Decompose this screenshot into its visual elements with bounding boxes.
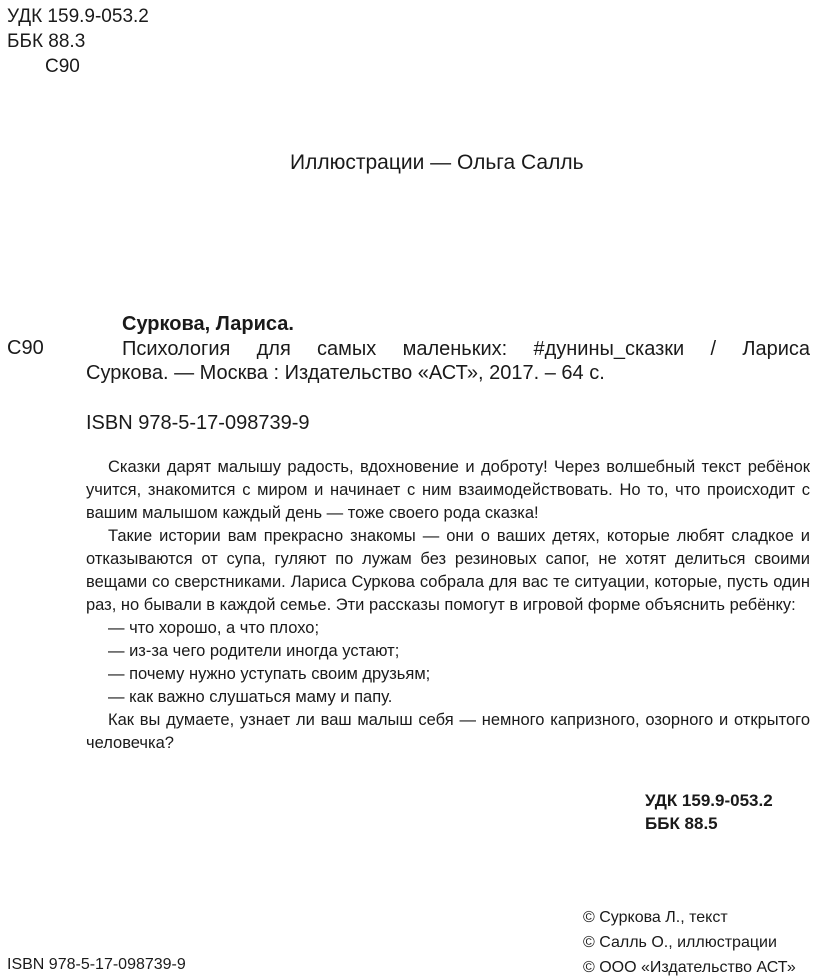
copyright-block	[583, 905, 796, 980]
biblio-line-1: Психология для самых маленьких: #дунины_сказки / Лариса	[122, 338, 810, 360]
copyright-line: © Суркова Л., текст	[583, 909, 728, 926]
bibliographic-description	[86, 337, 810, 385]
biblio-line-2: Суркова. — Москва : Издательство «АСТ», 2017. – 64 с.	[86, 362, 605, 384]
record-isbn: ISBN 978-5-17-098739-9	[86, 412, 310, 434]
copyright-line: © ООО «Издательство АСТ»	[583, 959, 796, 976]
header-cat-code: С90	[45, 56, 80, 77]
annotation-paragraph-1: Сказки дарят малышу радость, вдохновение и доброту! Через волшебный текст ребёнок учится, знакомится с миром и начинает с ним взаимодействовать. Но то, что происходит с вашим малышом каждый день — тоже своего рода сказка!	[86, 458, 810, 522]
annotation	[86, 456, 810, 755]
header-classification	[7, 4, 149, 79]
illustrator-credit: Иллюстрации — Ольга Салль	[290, 151, 584, 174]
annotation-list-item: — что хорошо, а что плохо;	[108, 619, 320, 637]
annotation-paragraph-2: Такие истории вам прекрасно знакомы — они о ваших детях, которые любят сладкое и отказываются от супа, гуляют по лужам без резиновых сапог, не хотят делиться своими вещами со сверстниками. Лариса Суркова собрала для вас те ситуации, которые, пусть один раз, но бывали в каждой семье. Эти рассказы помогут в игровой форме объяснить ребёнку:	[86, 527, 810, 614]
footer-bbk: ББК 88.5	[645, 814, 718, 833]
annotation-paragraph-3: Как вы думаете, узнает ли ваш малыш себя — немного капризного, озорного и открытого человечка?	[86, 711, 810, 752]
footer-classification	[645, 789, 773, 835]
header-bbk: ББК 88.3	[7, 31, 86, 52]
header-udk: УДК 159.9-053.2	[7, 6, 149, 27]
footer-udk: УДК 159.9-053.2	[645, 791, 773, 810]
author-heading: Суркова, Лариса.	[122, 313, 294, 335]
footer-isbn: ISBN 978-5-17-098739-9	[7, 956, 186, 973]
annotation-list-item: — из-за чего родители иногда устают;	[108, 642, 400, 660]
annotation-list-item: — как важно слушаться маму и папу.	[108, 688, 393, 706]
copyright-line: © Салль О., иллюстрации	[583, 934, 777, 951]
annotation-list-item: — почему нужно уступать своим друзьям;	[108, 665, 431, 683]
record-cat-code: С90	[7, 337, 44, 359]
